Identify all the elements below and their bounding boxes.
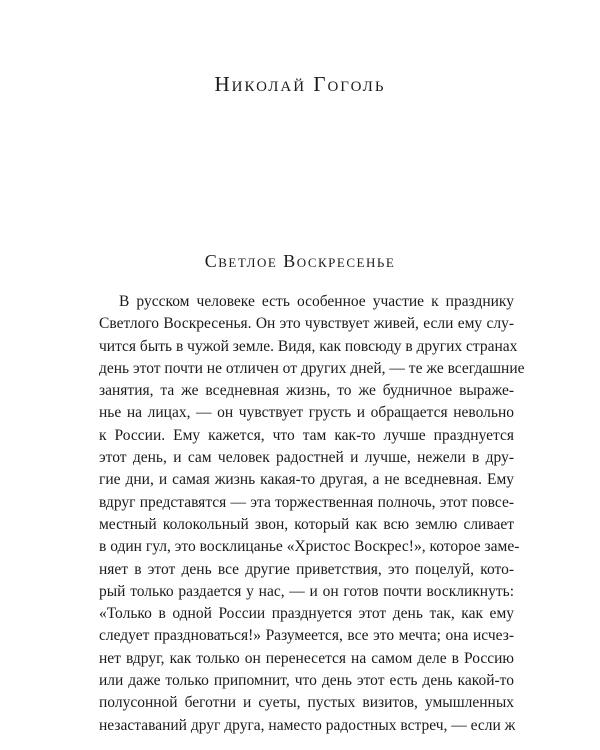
text-line: чится быть в чужой земле. Видя, как повсюду в других странах: [99, 337, 518, 355]
text-line: гие дни, и самая жизнь какая-то другая, а не вседневная. Ему: [99, 471, 514, 489]
author-header: Николай Гоголь: [214, 72, 386, 96]
text-line: или даже только припомнит, что день этот есть день какой-то: [99, 672, 514, 690]
text-line: занятия, та же вседневная жизнь, то же будничное выраже-: [99, 382, 514, 400]
text-line: «Только в одной России празднуется этот день так, как ему: [99, 605, 514, 623]
text-line: нье на лицах, — он чувствует грусть и обращается невольно: [99, 404, 514, 422]
text-line: полусонной беготни и суеты, пустых визитов, умышленных: [99, 694, 514, 712]
text-line: Светлого Воскресенья. Он это чувствует живей, если ему слу-: [99, 315, 514, 333]
text-line: няет в этот день все другие приветствия, это поцелуй, кото-: [99, 560, 514, 578]
text-line: в один гул, это восклицанье «Христос Воскрес!», которое заме-: [99, 538, 520, 556]
text-line: рый только раздается у нас, — и он готов почти воскликнуть:: [99, 582, 514, 600]
text-line: местный колокольный звон, который как всю землю сливает: [99, 515, 514, 533]
text-line: к России. Ему кажется, что там как-то лучше празднуется: [99, 426, 514, 444]
text-line: день этот почти не отличен от других дней, — те же всегдашние: [99, 359, 525, 377]
text-line: этот день, и сам человек радостней и лучше, нежели в дру-: [99, 449, 514, 467]
text-line: следует праздноваться!» Разумеется, все это мечта; она исчез-: [99, 627, 514, 645]
chapter-title: Светлое Воскресенье: [204, 251, 396, 271]
body-text: [99, 291, 525, 737]
text-line: В русском человеке есть особенное участие к празднику: [119, 293, 514, 310]
text-line: нет вдруг, как только он перенесется на самом деле в Россию: [99, 649, 514, 667]
text-line: незаставаний друг друга, наместо радостных встреч, — если ж: [99, 716, 516, 734]
text-line: вдруг представятся — эта торжественная полночь, этот повсе-: [99, 493, 514, 511]
